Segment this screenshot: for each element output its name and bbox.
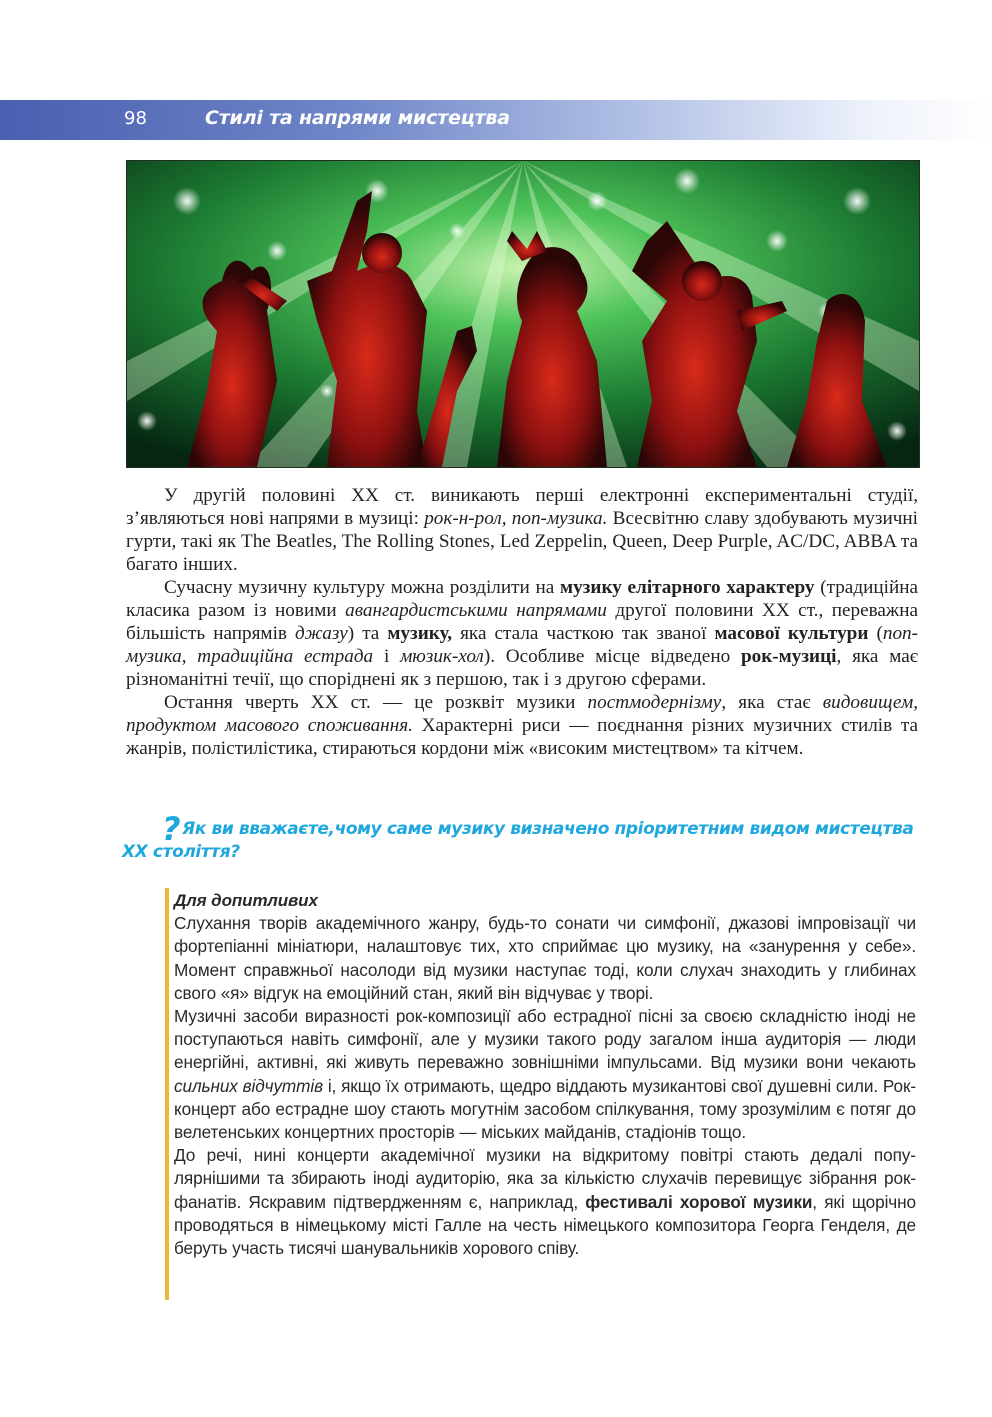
text-span: Характерні риси — поєднання різних музичних стилів та жанрів, полістилістика, стираються кордони між «високим мистецтвом» та кітчем. (126, 715, 918, 759)
paragraph-2 (126, 576, 918, 691)
italic-span: постмодернізму (587, 692, 722, 713)
italic-span: мюзик-хол (400, 646, 484, 667)
text-span: другої половини XX ст., переважна більшість напрямів (126, 600, 918, 644)
bold-span: фестивалі хорової музики (585, 1191, 813, 1212)
text-span: Всесвітню славу здобувають музичні гурти, такі як The Beatles, The Rolling Stones, Led Zeppelin, Queen, Deep Purple, AC/DC, ABBA та багато інших. (126, 508, 918, 575)
curious-paragraph-3 (174, 1144, 916, 1260)
text-span: У другій половині XX ст. виникають перші електронні експериментальні студії, з’являються нові напрями в музиці: (126, 485, 918, 529)
text-span: Музичні засоби виразності рок-композиції або естрадної пісні за своєю складністю іноді не поступаються навіть симфонії, але у музики такого роду загалом інша аудиторія — люди енергійні, активні, які живуть переважно зовнішніми імпульсами. Від музики вони чекають (174, 1006, 916, 1073)
bold-span: музику елітарного характеру (560, 577, 815, 598)
text-span: , (181, 646, 198, 667)
text-span: , які щорічно проводяться в німецькому місті Галле на честь німецького композитора Георга Генделя, де беруть участь тисячі шанувальників хорового співу. (174, 1191, 917, 1259)
curious-paragraph-1: Слухання творів академічного жанру, будь-то сонати чи симфонії, джазові імпровізації чи фортепіанні мініатюри, налаштовує тих, хто сприймає цю музику, на «занурення у себе». Момент справжньої насолоди від музики наступає тоді, коли слухач знаходить у глибинах свого «я» відгук на емоційний стан, який він відчуває у творі. (174, 913, 916, 1003)
text-span: ) та (347, 623, 388, 644)
italic-span: джазу (295, 623, 348, 644)
dancing-silhouettes-image (126, 160, 920, 468)
for-curious-box (174, 889, 916, 1260)
paragraph-3 (126, 691, 918, 760)
italic-span: видовищем, продуктом масового споживання. (126, 692, 918, 736)
for-curious-heading: Для допитливих (174, 891, 318, 910)
text-span: яка стала часткою так званої (452, 623, 715, 644)
question-text: Як ви вважаєте,чому саме музику визначено пріоритетним видом мистецтва XX століття? (122, 819, 914, 862)
text-span: , яка має різноманітні течії, що споріднені як з першою, так і з другою сферами. (126, 646, 918, 690)
italic-span: авангардистськими напрямами (345, 600, 607, 621)
italic-span: сильних відчуттів (174, 1075, 323, 1096)
text-span: (традиційна класика разом із новими (126, 577, 919, 621)
section-title: Стилі та напрями мистецтва (205, 107, 510, 129)
page-number: 98 (124, 108, 147, 129)
bold-span: масової культури (714, 623, 869, 644)
italic-span: поп-музика (126, 623, 919, 667)
curious-paragraph-2 (174, 1005, 916, 1144)
question-mark-icon: ? (162, 810, 181, 848)
text-span: Остання чверть XX ст. — це розквіт музики (164, 692, 588, 713)
bold-span: рок-музиці (740, 646, 837, 667)
bold-span: музику, (387, 623, 453, 644)
text-span: ( (868, 623, 883, 644)
text-span: До речі, нині концерти академічної музики на відкритому повітрі стають дедалі популярнішими та збирають іноді аудиторію, яка за кількістю слухачів перевищує зібрання рок-фанатів. Яскравим підтвердженням є, наприклад, (174, 1145, 916, 1212)
text-span: , яка стає (721, 692, 823, 713)
photo-illustration (127, 161, 919, 467)
text-span: і, якщо їх отримають, щедро віддають музикантові свої душевні сили. Рок-концерт або естрадне шоу стають могутнім засобом спілкування, тому зрозумілим є потяг до велетенських концертних просторів — міських майданів, стадіонів тощо. (174, 1075, 917, 1143)
sidebar-accent-line (165, 888, 169, 1300)
text-span: Сучасну музичну культуру можна розділити на (164, 577, 561, 598)
main-text (126, 484, 918, 760)
italic-span: рок-н-рол, поп-музика. (424, 508, 608, 529)
discussion-question (122, 810, 922, 864)
text-span: і (373, 646, 401, 667)
text-span: ). Особливе місце відведено (483, 646, 741, 667)
italic-span: традиційна естрада (197, 646, 374, 667)
paragraph-1 (126, 484, 918, 576)
